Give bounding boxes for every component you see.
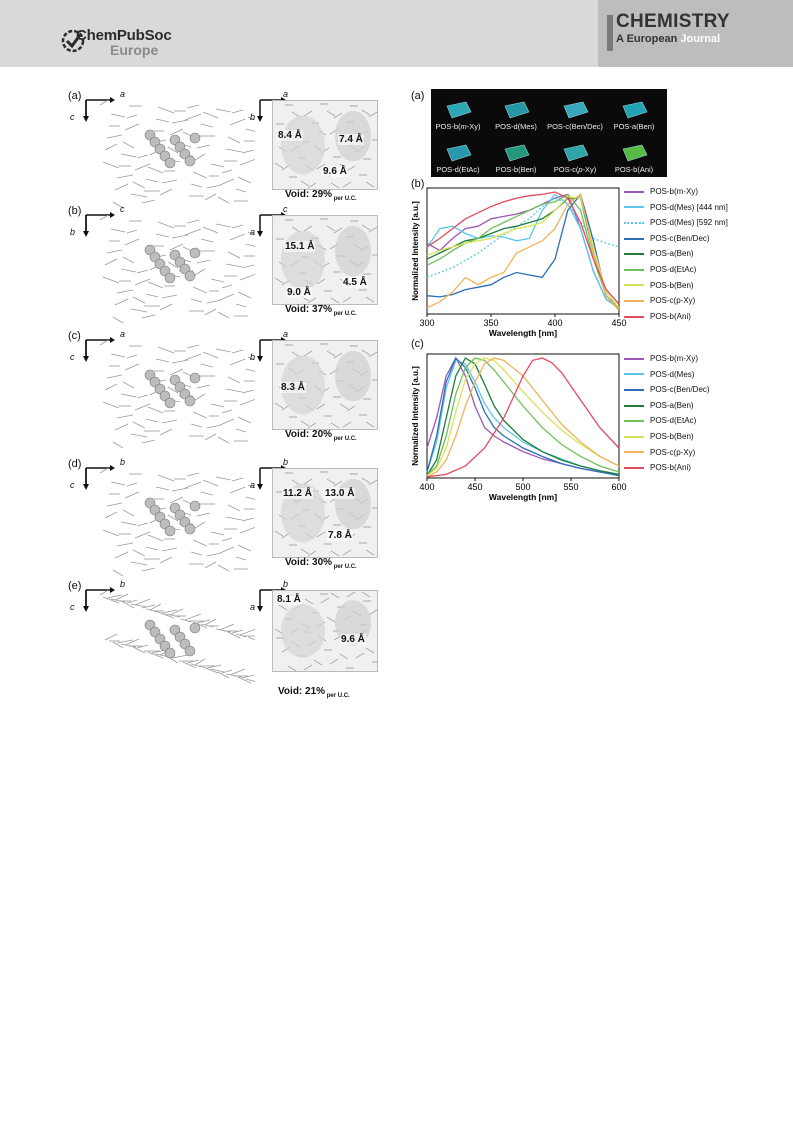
inset-axis-label-v: b xyxy=(250,112,256,122)
legend-item xyxy=(624,246,694,261)
legend-label: POS-a(Ben) xyxy=(650,400,694,410)
legend-swatch xyxy=(624,284,644,286)
pore-measurement-label: 8.4 Å xyxy=(278,130,302,141)
crystal-photo xyxy=(444,143,474,163)
inset-axis-label-h: a xyxy=(283,89,289,99)
legend-label: POS-c(Ben/Dec) xyxy=(650,233,710,243)
void-value: Void: 29% xyxy=(285,189,333,200)
pore-surface-inset xyxy=(272,468,378,558)
void-value: Void: 21% xyxy=(278,686,326,697)
axis-label-v: c xyxy=(70,352,75,362)
crystal-label-pre: POS-b( xyxy=(435,122,461,131)
legend-label: POS-b(Ben) xyxy=(650,432,694,441)
x-axis-label: Wavelength [nm] xyxy=(488,492,558,502)
legend-swatch xyxy=(624,191,644,193)
crystal-label xyxy=(604,165,664,174)
y-axis-label: Normalized Intensity [a.u.] xyxy=(411,366,420,466)
legend-label: POS-b(Ani) xyxy=(650,463,691,473)
legend-label: POS-b(Ben) xyxy=(650,280,694,290)
x-tick-label: 450 xyxy=(467,482,483,492)
legend-item xyxy=(624,460,691,475)
emission-spectra-chart xyxy=(405,348,630,506)
crystal-packing-render xyxy=(95,468,255,578)
void-unit: per U.C. xyxy=(332,196,357,202)
pore-measurement-label: 9.6 Å xyxy=(323,166,347,177)
axis-label-v: c xyxy=(70,602,75,612)
x-tick-label: 600 xyxy=(611,482,627,492)
crystal-label xyxy=(486,165,546,174)
legend-swatch xyxy=(624,436,644,438)
journal-accent-bar xyxy=(607,15,613,51)
crystal-photo xyxy=(561,100,591,120)
journal-subtitle xyxy=(616,33,720,45)
journal-sub-a: A European xyxy=(616,33,678,45)
legend-label: POS-c(p-Xy) xyxy=(650,447,696,457)
void-percentage-label xyxy=(285,304,357,317)
legend-item xyxy=(624,413,696,428)
x-tick-label: 400 xyxy=(419,482,435,492)
crystal-label-pre: POS-c( xyxy=(553,165,579,174)
crystal-label-pre: POS-d(Mes) xyxy=(495,122,537,131)
crystal-photo xyxy=(561,143,591,163)
crystal-label-pre: POS-a(Ben) xyxy=(613,122,655,131)
crystal-label-italic: m xyxy=(460,122,467,131)
legend-label: POS-b(m-Xy) xyxy=(650,354,698,363)
structure-panel-label: (a) xyxy=(68,90,82,102)
structure-panel-label: (c) xyxy=(68,330,81,342)
axis-label-h: a xyxy=(120,329,126,339)
crystal-photo xyxy=(502,100,532,120)
pore-measurement-label: 13.0 Å xyxy=(325,488,355,499)
legend-swatch xyxy=(624,389,644,391)
legend-item xyxy=(624,429,694,444)
pore-measurement-label: 8.1 Å xyxy=(277,594,301,605)
legend-swatch xyxy=(624,405,644,407)
inset-axis-label-v: b xyxy=(250,352,256,362)
x-tick-label: 500 xyxy=(515,482,531,492)
crystal-label-pre: POS-b(Ben) xyxy=(495,165,537,174)
legend-label: POS-d(EtAc) xyxy=(650,265,697,274)
void-unit: per U.C. xyxy=(332,311,357,317)
legend-swatch xyxy=(624,467,644,469)
crystal-label xyxy=(545,122,605,131)
publisher-name: ChemPubSoc xyxy=(76,27,172,44)
void-percentage-label xyxy=(278,686,350,699)
inset-axis-label-h: b xyxy=(283,579,289,589)
legend-item xyxy=(624,215,728,230)
x-tick-label: 550 xyxy=(563,482,579,492)
panel-b-label: (b) xyxy=(411,178,425,190)
crystal-packing-render xyxy=(95,590,255,685)
crystal-label-post: -Xy) xyxy=(582,165,597,174)
void-percentage-label xyxy=(285,189,357,202)
legend-label: POS-c(Ben/Dec) xyxy=(650,385,710,395)
legend-item xyxy=(624,398,694,413)
legend-label: POS-c(p-Xy) xyxy=(650,296,696,306)
legend-swatch xyxy=(624,358,644,360)
legend-swatch xyxy=(624,238,644,240)
plot-frame xyxy=(427,354,619,478)
legend-swatch xyxy=(624,420,644,422)
void-percentage-label xyxy=(285,557,357,570)
crystal-photo xyxy=(620,143,650,163)
legend-label: POS-b(m-Xy) xyxy=(650,187,698,196)
axis-label-h: a xyxy=(120,89,126,99)
publisher-sub: Europe xyxy=(110,42,159,58)
legend-swatch xyxy=(624,253,644,255)
void-value: Void: 37% xyxy=(285,304,333,315)
panel-a-label: (a) xyxy=(411,90,425,102)
legend-item xyxy=(624,382,710,397)
pore-measurement-label: 7.8 Å xyxy=(328,530,352,541)
crystal-label xyxy=(428,122,488,131)
pore-measurement-label: 11.2 Å xyxy=(283,488,312,499)
legend-swatch xyxy=(624,316,644,318)
legend-swatch xyxy=(624,300,644,302)
inset-axis-label-v: a xyxy=(250,480,256,490)
void-value: Void: 30% xyxy=(285,557,333,568)
legend-label: POS-d(EtAc) xyxy=(650,416,697,426)
legend-label: POS-b(Ani) xyxy=(650,311,691,321)
legend-item xyxy=(624,278,694,293)
legend-swatch xyxy=(624,373,644,375)
inset-axis-label-v: a xyxy=(250,227,256,237)
crystal-label-pre: POS-c(Ben/Dec) xyxy=(547,122,603,131)
void-unit: per U.C. xyxy=(332,436,357,442)
axis-label-h: c xyxy=(120,204,125,214)
inset-axis-label-h: a xyxy=(283,329,289,339)
inset-axis-label-h: c xyxy=(283,204,288,214)
y-axis-label: Normalized Intensity [a.u.] xyxy=(411,201,420,301)
inset-axis-label-v: a xyxy=(250,602,256,612)
legend-label: POS-d(Mes) [592 nm] xyxy=(650,218,728,228)
axis-label-h: b xyxy=(120,457,126,467)
pore-measurement-label: 8.3 Å xyxy=(281,382,305,393)
axis-label-v: c xyxy=(70,112,75,122)
crystal-packing-render xyxy=(95,340,255,450)
crystal-label xyxy=(545,165,605,174)
crystal-label-pre: POS-b(Ani) xyxy=(614,165,654,174)
legend-item xyxy=(624,231,710,246)
structure-panel-label: (d) xyxy=(68,458,82,470)
crystal-label-post: -Xy) xyxy=(466,122,481,131)
x-axis-label: Wavelength [nm] xyxy=(488,328,558,338)
legend-swatch xyxy=(624,222,644,224)
pore-surface-render xyxy=(273,469,377,557)
void-unit: per U.C. xyxy=(332,564,357,570)
legend-label: POS-a(Ben) xyxy=(650,249,694,259)
x-tick-label: 300 xyxy=(419,318,435,328)
axis-label-v: c xyxy=(70,480,75,490)
legend-item xyxy=(624,262,696,277)
x-tick-label: 350 xyxy=(483,318,499,328)
void-value: Void: 20% xyxy=(285,429,333,440)
structure-panel-label: (e) xyxy=(68,580,82,592)
crystal-photo xyxy=(502,143,532,163)
axis-label-v: b xyxy=(70,227,76,237)
crystal-photo xyxy=(620,100,650,120)
axis-label-h: b xyxy=(120,579,126,589)
journal-sub-b: Journal xyxy=(680,33,721,45)
excitation-spectra-chart xyxy=(405,182,630,342)
x-tick-label: 400 xyxy=(547,318,563,328)
legend-label: POS-d(Mes) [444 nm] xyxy=(650,202,728,212)
legend-item xyxy=(624,184,698,199)
crystal-label xyxy=(604,122,664,131)
void-unit: per U.C. xyxy=(325,693,350,699)
crystal-label-italic: p xyxy=(578,165,583,174)
legend-swatch xyxy=(624,269,644,271)
legend-swatch xyxy=(624,206,644,208)
crystal-packing-render xyxy=(95,100,255,210)
pore-measurement-label: 7.4 Å xyxy=(339,134,363,145)
inset-axis-label-h: b xyxy=(283,457,289,467)
legend-swatch xyxy=(624,451,644,453)
crystal-label-pre: POS-d(EtAc) xyxy=(436,165,480,174)
x-tick-label: 450 xyxy=(611,318,627,328)
crystal-photo xyxy=(444,100,474,120)
legend-item xyxy=(624,200,728,215)
journal-title: CHEMISTRY xyxy=(616,11,730,32)
legend-item xyxy=(624,445,695,460)
pore-measurement-label: 15.1 Å xyxy=(285,241,315,252)
legend-item xyxy=(624,309,691,324)
legend-item xyxy=(624,367,694,382)
legend-item xyxy=(624,351,698,366)
panel-c-label: (c) xyxy=(411,338,424,350)
crystal-label xyxy=(486,122,546,131)
legend-label: POS-d(Mes) xyxy=(650,369,695,379)
pore-measurement-label: 4.5 Å xyxy=(343,277,367,288)
pore-measurement-label: 9.0 Å xyxy=(287,287,311,298)
legend-item xyxy=(624,293,695,308)
crystal-packing-render xyxy=(95,215,255,325)
pore-measurement-label: 9.6 Å xyxy=(341,634,365,645)
crystal-label xyxy=(428,165,488,174)
void-percentage-label xyxy=(285,429,357,442)
structure-panel-label: (b) xyxy=(68,205,82,217)
